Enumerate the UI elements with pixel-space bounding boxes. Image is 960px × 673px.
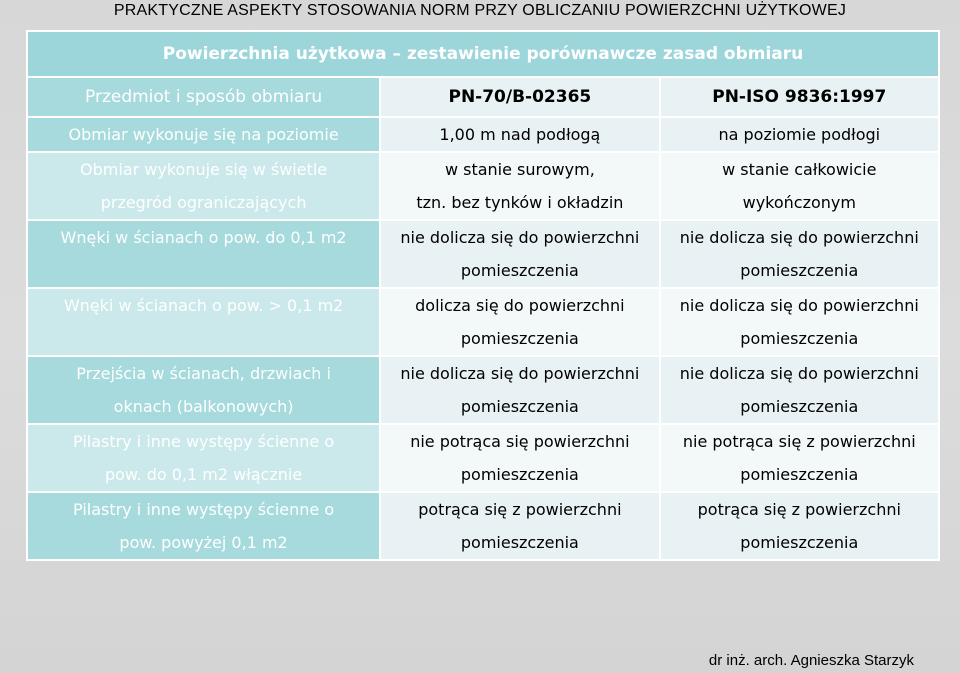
cell-text-line: tzn. bez tynków i okładzin <box>416 193 624 212</box>
table-row <box>28 425 938 491</box>
cell-text-line: nie dolicza się do powierzchni <box>400 364 640 383</box>
cell-text-line: pomieszczenia <box>740 465 859 484</box>
cell-text-line: Przejścia w ścianach, drzwiach i <box>76 364 331 383</box>
column-header-pniso: PN-ISO 9836:1997 <box>661 78 938 116</box>
cell-text-line: pomieszczenia <box>460 329 579 348</box>
cell-text-line <box>28 254 379 287</box>
cell-text-line: pomieszczenia <box>740 397 859 416</box>
cell-pn70 <box>381 153 658 219</box>
table-row <box>28 493 938 559</box>
table-row <box>28 118 938 151</box>
cell-text-line: Obmiar wykonuje się w świetle <box>80 160 328 179</box>
cell-text-line: pomieszczenia <box>740 261 859 280</box>
slide-title: PRAKTYCZNE ASPEKTY STOSOWANIA NORM PRZY OBLICZANIU POWIERZCHNI UŻYTKOWEJ <box>113 2 847 19</box>
cell-text-line: pomieszczenia <box>740 533 859 552</box>
table-row <box>28 221 938 287</box>
cell-text-line: nie dolicza się do powierzchni <box>679 364 919 383</box>
cell-pn70 <box>381 118 658 151</box>
table-row <box>28 289 938 355</box>
cell-text-line: nie potrąca się powierzchni <box>410 432 630 451</box>
cell-text-line: nie potrąca się z powierzchni <box>682 432 916 451</box>
cell-text-line: w stanie całkowicie <box>722 160 877 179</box>
cell-text-line: Pilastry i inne występy ścienne o <box>73 500 335 519</box>
cell-pniso <box>661 153 938 219</box>
cell-pn70 <box>381 289 658 355</box>
column-header-pn70: PN-70/B-02365 <box>381 78 658 116</box>
table-title: Powierzchnia użytkowa – zestawienie porównawcze zasad obmiaru <box>28 32 938 76</box>
cell-text-line: Obmiar wykonuje się na poziomie <box>68 125 339 144</box>
cell-pniso <box>661 357 938 423</box>
cell-text-line: wykończonym <box>742 193 856 212</box>
comparison-table-container <box>26 30 940 561</box>
cell-text-line: Wnęki w ścianach o pow. > 0,1 m2 <box>63 296 344 315</box>
cell-text-line: Pilastry i inne występy ścienne o <box>73 432 335 451</box>
cell-pn70 <box>381 221 658 287</box>
cell-pniso <box>661 118 938 151</box>
cell-pniso <box>661 493 938 559</box>
cell-subject <box>28 153 379 219</box>
cell-subject <box>28 425 379 491</box>
cell-text-line: pomieszczenia <box>460 261 579 280</box>
cell-subject <box>28 493 379 559</box>
cell-text-line: w stanie surowym, <box>444 160 595 179</box>
cell-text-line: na poziomie podłogi <box>718 125 881 144</box>
cell-text-line: nie dolicza się do powierzchni <box>679 228 919 247</box>
cell-text-line: potrąca się z powierzchni <box>418 500 622 519</box>
author-footer: dr inż. arch. Agnieszka Starzyk <box>708 652 914 669</box>
column-header-subject: Przedmiot i sposób obmiaru <box>28 78 379 116</box>
cell-text-line: nie dolicza się do powierzchni <box>679 296 919 315</box>
cell-text-line: 1,00 m nad podłogą <box>439 125 601 144</box>
cell-text-line: pow. do 0,1 m2 włącznie <box>104 465 303 484</box>
table-row <box>28 357 938 423</box>
cell-pn70 <box>381 493 658 559</box>
cell-pn70 <box>381 357 658 423</box>
column-header-row <box>28 78 938 116</box>
cell-subject <box>28 118 379 151</box>
cell-subject <box>28 357 379 423</box>
cell-text-line: pomieszczenia <box>460 397 579 416</box>
cell-text-line: pow. powyżej 0,1 m2 <box>119 533 288 552</box>
cell-text-line <box>28 322 379 355</box>
cell-text-line: nie dolicza się do powierzchni <box>400 228 640 247</box>
table-row <box>28 153 938 219</box>
cell-pniso <box>661 221 938 287</box>
cell-text-line: pomieszczenia <box>460 465 579 484</box>
cell-pniso <box>661 425 938 491</box>
cell-pn70 <box>381 425 658 491</box>
cell-text-line: potrąca się z powierzchni <box>697 500 901 519</box>
cell-text-line: dolicza się do powierzchni <box>415 296 625 315</box>
table-title-row <box>28 32 938 76</box>
cell-subject <box>28 289 379 355</box>
cell-text-line: pomieszczenia <box>740 329 859 348</box>
cell-text-line: Wnęki w ścianach o pow. do 0,1 m2 <box>60 228 347 247</box>
cell-text-line: pomieszczenia <box>460 533 579 552</box>
cell-text-line: przegród ograniczających <box>100 193 307 212</box>
cell-text-line: oknach (balkonowych) <box>113 397 294 416</box>
cell-pniso <box>661 289 938 355</box>
comparison-table <box>26 30 940 561</box>
cell-subject <box>28 221 379 287</box>
